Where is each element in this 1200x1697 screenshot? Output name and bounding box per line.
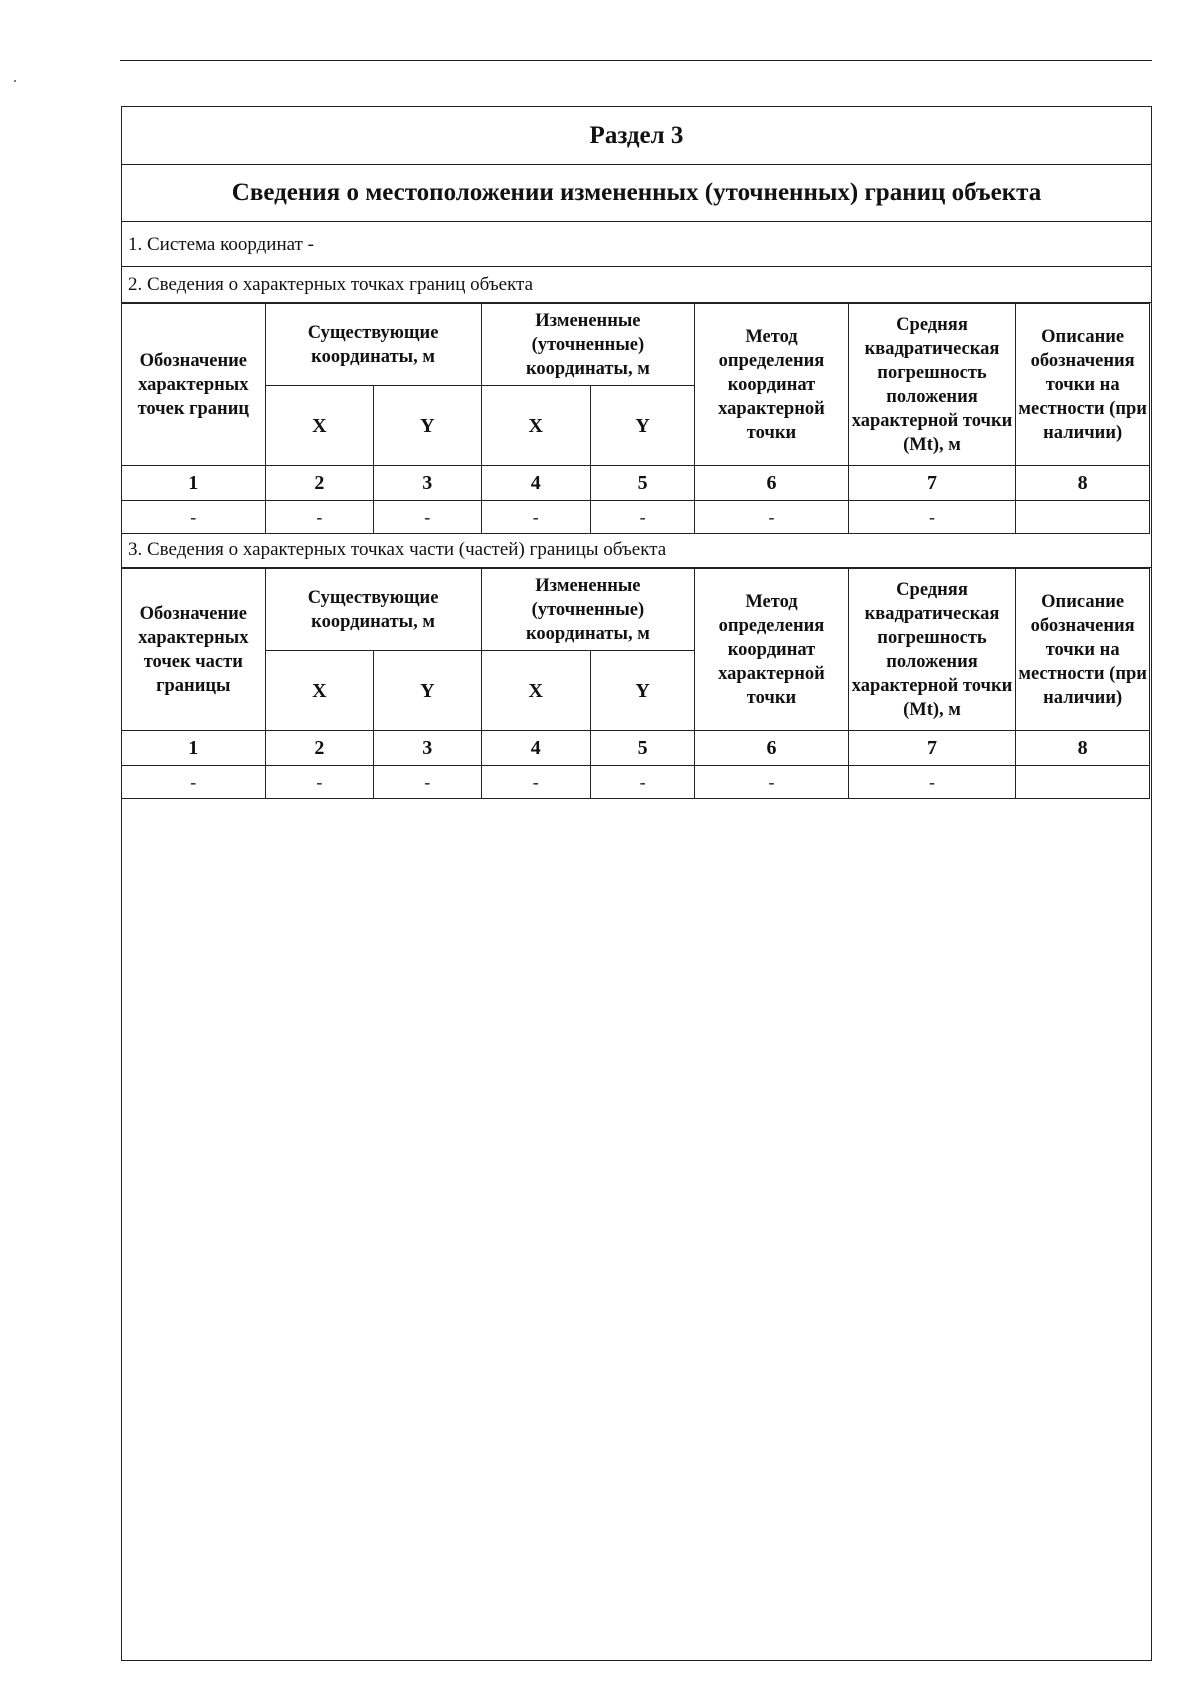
column-number: 6: [695, 466, 848, 501]
table-cell: -: [374, 766, 481, 799]
column-number: 2: [265, 466, 373, 501]
part-points-heading: 3. Сведения о характерных точках части (частей) границы объекта: [122, 532, 1151, 568]
table-cell: -: [695, 501, 848, 534]
column-number: 4: [481, 466, 590, 501]
coordinate-system-line: 1. Система координат -: [122, 222, 1151, 267]
col-changed-x-header: X: [481, 651, 590, 731]
col-method-header: Метод определения координат характерной точки: [695, 569, 848, 731]
col-error-header: Средняя квадратическая погрешность положения характерной точки (Mt), м: [848, 304, 1016, 466]
section-frame: [121, 106, 1152, 1661]
table-cell: -: [848, 766, 1016, 799]
column-number: 4: [481, 731, 590, 766]
column-number: 3: [374, 466, 481, 501]
table-cell: -: [265, 501, 373, 534]
col-existing-y-header: Y: [374, 651, 481, 731]
col-description-header: Описание обозначения точки на местности (при наличии): [1016, 569, 1150, 731]
col-existing-header: Существующие координаты, м: [265, 569, 481, 651]
table-cell: -: [848, 501, 1016, 534]
column-number: 7: [848, 466, 1016, 501]
section-title: Раздел 3: [122, 107, 1151, 165]
table-cell: -: [122, 501, 266, 534]
col-changed-y-header: Y: [590, 651, 694, 731]
col-existing-x-header: X: [265, 651, 373, 731]
boundary-points-heading: 2. Сведения о характерных точках границ объекта: [122, 267, 1151, 303]
col-existing-y-header: Y: [374, 386, 481, 466]
col-changed-y-header: Y: [590, 386, 694, 466]
column-number: 8: [1016, 731, 1150, 766]
col-description-header: Описание обозначения точки на местности (при наличии): [1016, 304, 1150, 466]
column-number: 1: [122, 731, 266, 766]
column-number: 1: [122, 466, 266, 501]
column-number: 2: [265, 731, 373, 766]
col-designation-header: Обозначение характерных точек части границы: [122, 569, 266, 731]
table-cell: -: [481, 766, 590, 799]
table-cell: -: [265, 766, 373, 799]
col-changed-x-header: X: [481, 386, 590, 466]
column-number: 3: [374, 731, 481, 766]
col-designation-header: Обозначение характерных точек границ: [122, 304, 266, 466]
table-cell: [1016, 501, 1150, 534]
table-cell: -: [590, 766, 694, 799]
scan-speck: [14, 80, 16, 82]
column-number: 5: [590, 466, 694, 501]
column-number: 6: [695, 731, 848, 766]
table-cell: -: [374, 501, 481, 534]
col-error-header: Средняя квадратическая погрешность положения характерной точки (Mt), м: [848, 569, 1016, 731]
table-cell: [1016, 766, 1150, 799]
col-changed-header: Измененные (уточненные) координаты, м: [481, 304, 695, 386]
column-number: 8: [1016, 466, 1150, 501]
col-changed-header: Измененные (уточненные) координаты, м: [481, 569, 695, 651]
table-cell: -: [695, 766, 848, 799]
column-number: 7: [848, 731, 1016, 766]
col-method-header: Метод определения координат характерной точки: [695, 304, 848, 466]
boundary-points-table: [121, 303, 1150, 534]
section-subtitle: Сведения о местоположении измененных (уточненных) границ объекта: [122, 165, 1151, 222]
col-existing-x-header: X: [265, 386, 373, 466]
table-cell: -: [590, 501, 694, 534]
column-number: 5: [590, 731, 694, 766]
table-cell: -: [481, 501, 590, 534]
part-points-table: [121, 568, 1150, 799]
table-cell: -: [122, 766, 266, 799]
top-rule: [120, 60, 1152, 61]
col-existing-header: Существующие координаты, м: [265, 304, 481, 386]
